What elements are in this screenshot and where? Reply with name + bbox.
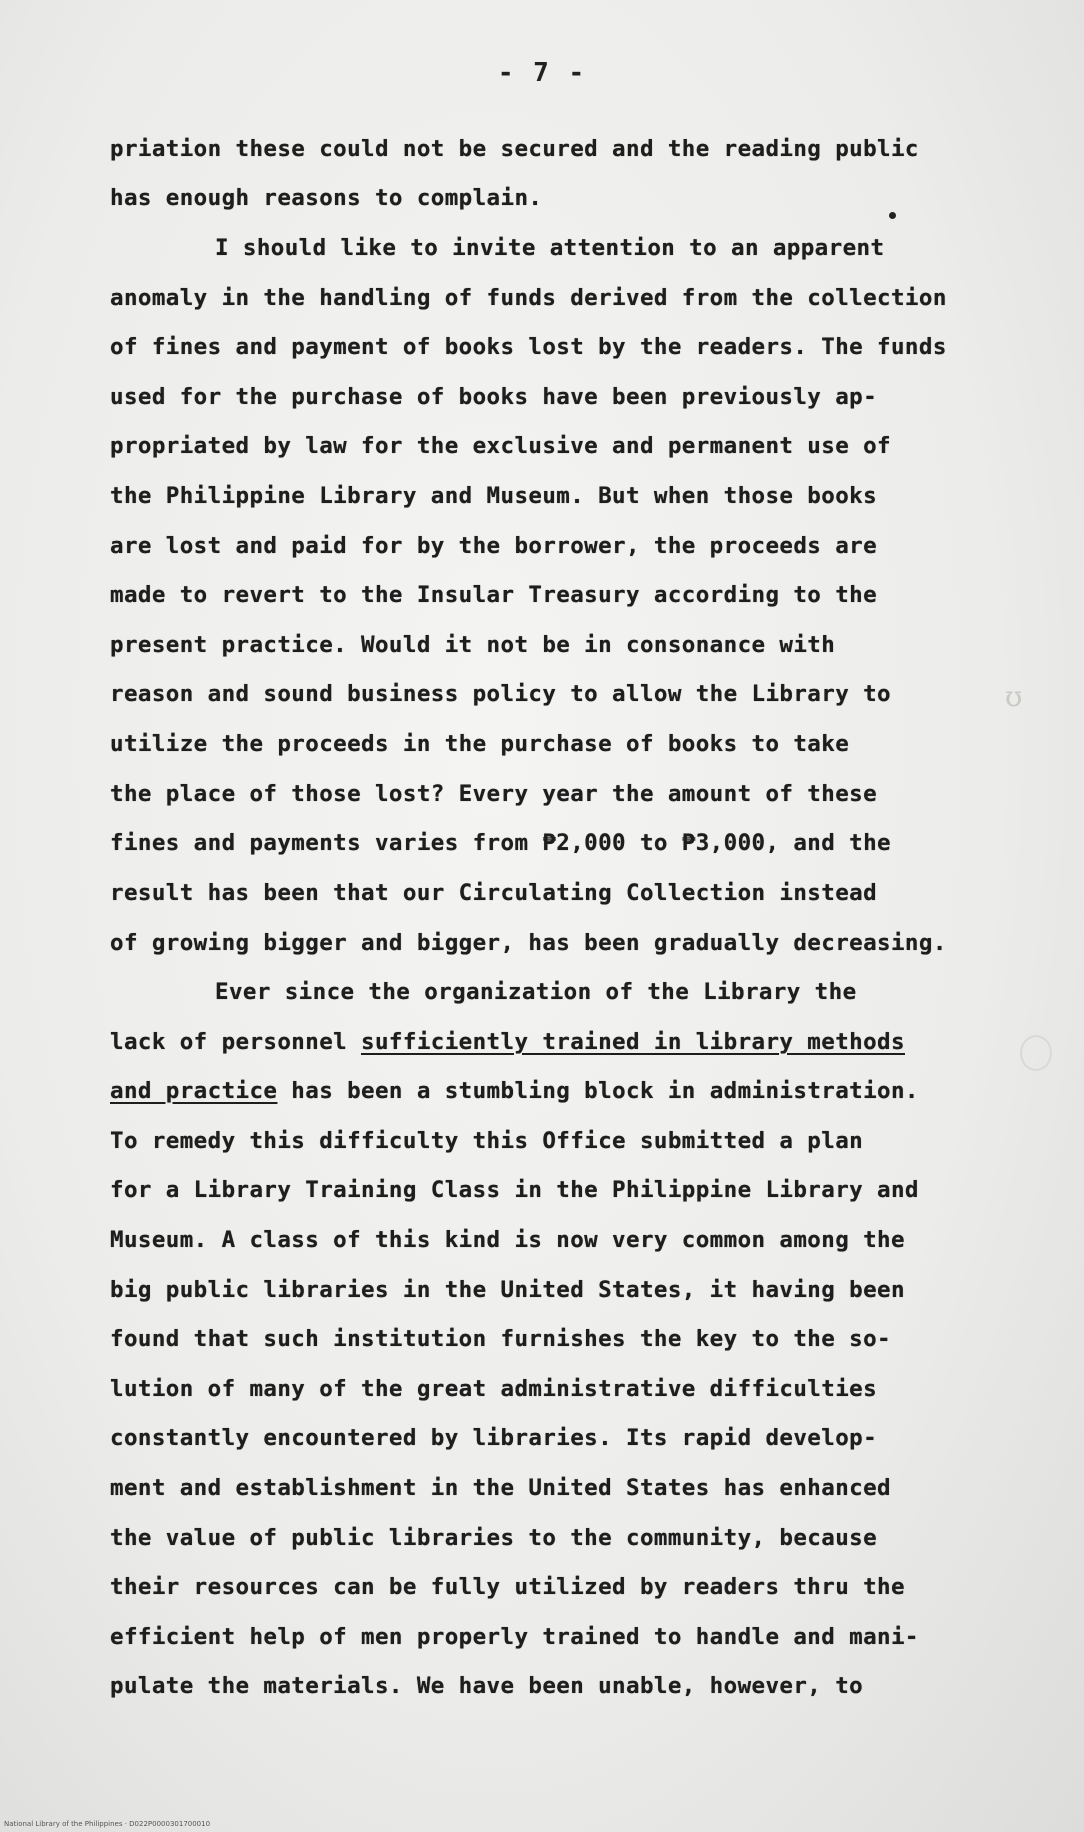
- text-line: of growing bigger and bigger, has been gradually decreasing.: [110, 930, 947, 956]
- text-line: the value of public libraries to the community, because: [110, 1525, 878, 1551]
- text-line: anomaly in the handling of funds derived from the collection: [110, 285, 947, 311]
- text-line: result has been that our Circulating Collection instead: [110, 880, 878, 906]
- archive-footer: National Library of the Philippines · D022P0000301700010: [4, 1820, 211, 1828]
- text-line: has enough reasons to complain.: [110, 185, 543, 211]
- text-line: To remedy this difficulty this Office submitted a plan: [110, 1128, 864, 1154]
- text-line: reason and sound business policy to allow the Library to: [110, 681, 891, 707]
- text-line: utilize the proceeds in the purchase of books to take: [110, 731, 850, 757]
- text-line: made to revert to the Insular Treasury according to the: [110, 582, 878, 608]
- text-line: Museum. A class of this kind is now very common among the: [110, 1227, 905, 1253]
- text-line: are lost and paid for by the borrower, the proceeds are: [110, 533, 878, 559]
- text-segment: has been a stumbling block in administration.: [277, 1078, 919, 1104]
- text-line: lution of many of the great administrative difficulties: [110, 1376, 878, 1402]
- text-line: present practice. Would it not be in consonance with: [110, 632, 836, 658]
- paragraph-start-line: I should like to invite attention to an apparent: [215, 235, 885, 261]
- text-line: fines and payments varies from ₱2,000 to ₱3,000, and the: [110, 830, 891, 856]
- text-segment: lack of personnel: [110, 1029, 362, 1055]
- margin-circle-mark: [1020, 1035, 1052, 1071]
- margin-pencil-mark: ʊ: [1005, 680, 1023, 713]
- text-line: of fines and payment of books lost by the readers. The funds: [110, 334, 947, 360]
- text-line: propriated by law for the exclusive and permanent use of: [110, 433, 891, 459]
- ink-dot: [889, 212, 896, 219]
- text-line: their resources can be fully utilized by readers thru the: [110, 1574, 905, 1600]
- paragraph-start-line: Ever since the organization of the Library the: [215, 979, 857, 1005]
- text-line: the place of those lost? Every year the amount of these: [110, 781, 878, 807]
- text-line: the Philippine Library and Museum. But when those books: [110, 483, 878, 509]
- underlined-phrase: sufficiently trained in library methods: [361, 1029, 905, 1055]
- text-line: [110, 1078, 919, 1104]
- page-number: - 7 -: [497, 58, 587, 88]
- text-line: for a Library Training Class in the Philippine Library and: [110, 1177, 919, 1203]
- text-line: big public libraries in the United States, it having been: [110, 1277, 905, 1303]
- text-line: used for the purchase of books have been previously ap-: [110, 384, 878, 410]
- text-line: ment and establishment in the United States has enhanced: [110, 1475, 891, 1501]
- text-line: found that such institution furnishes the key to the so-: [110, 1326, 891, 1352]
- text-line: efficient help of men properly trained to handle and mani-: [110, 1624, 919, 1650]
- text-line: pulate the materials. We have been unable, however, to: [110, 1673, 864, 1699]
- text-line: constantly encountered by libraries. Its rapid develop-: [110, 1425, 878, 1451]
- underlined-phrase: and practice: [110, 1078, 278, 1104]
- text-line: [110, 1029, 905, 1055]
- text-line: priation these could not be secured and the reading public: [110, 136, 919, 162]
